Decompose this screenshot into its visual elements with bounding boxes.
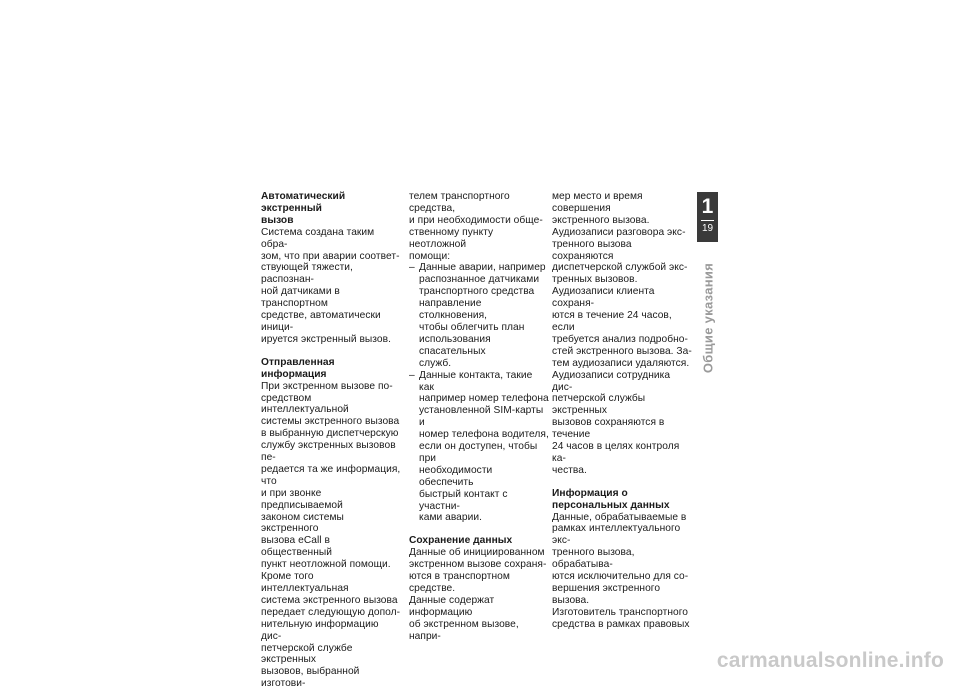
section-heading-data-storage	[409, 535, 549, 547]
text-line: например номер телефона	[419, 393, 549, 405]
text-line: тем аудиозаписи удаляются.	[552, 357, 690, 369]
text-line: нительную информацию дис-	[261, 618, 379, 642]
text-line: вызова eCall в общественный	[261, 535, 333, 559]
text-line: помощи:	[409, 250, 451, 262]
text-line: Данные содержат информацию	[409, 594, 495, 618]
text-line: ствующей тяжести, распознан-	[261, 262, 353, 286]
text-line: транспортного средства	[419, 286, 535, 298]
paragraph-data-storage	[409, 547, 549, 642]
text-line: установленной SIM-карты и	[419, 405, 544, 429]
list-dash: –	[409, 369, 415, 381]
text-line: номер телефона водителя,	[419, 429, 549, 441]
text-line: направление столкновения,	[419, 298, 488, 322]
text-line: законом системы экстренного	[261, 511, 344, 535]
text-line: вызовов, выбранной изготови-	[261, 666, 360, 690]
text-line: распознанное датчиками	[419, 274, 540, 286]
text-line: рамках интеллектуального экс-	[552, 523, 681, 547]
text-line: ками аварии.	[419, 512, 482, 524]
tab-divider	[701, 220, 714, 221]
text-line: служб.	[419, 357, 452, 369]
paragraph-continuation	[409, 191, 549, 262]
text-line: Кроме того интеллектуальная	[261, 571, 349, 594]
text-line: зом, что при аварии соответ-	[261, 250, 400, 262]
text-line: ной датчиками в транспортном	[261, 286, 340, 310]
text-line: система экстренного вызова	[261, 594, 398, 606]
list-item-accident-data	[409, 262, 549, 369]
text-line: диспетчерской службой экс-	[552, 262, 688, 274]
text-line: редается та же информация, что	[261, 463, 401, 487]
text-line: использования спасательных	[419, 333, 491, 357]
text-line: экстренного вызова.	[552, 214, 650, 226]
paragraph-audio-recordings	[552, 191, 692, 477]
watermark: carmanualsonline.info	[716, 649, 944, 672]
text-line: ственному пункту неотложной	[409, 226, 494, 250]
text-line: и при звонке предписываемой	[261, 487, 343, 511]
paragraph-sent-information	[261, 381, 401, 690]
text-line: средства в рамках правовых	[552, 618, 690, 630]
text-line: стей экстренного вызова. За-	[552, 345, 692, 357]
text-line: Система создана таким обра-	[261, 226, 375, 250]
text-line: При экстренном вызове по-	[261, 380, 393, 392]
text-line: ются в транспортном средстве.	[409, 571, 510, 594]
paragraph-system-description	[261, 227, 401, 346]
text-line: Аудиозаписи сотрудника дис-	[552, 369, 671, 393]
text-line: персональных данных	[552, 499, 670, 511]
text-line: Отправленная информация	[261, 356, 335, 380]
data-list	[409, 262, 549, 524]
text-line: службу экстренных вызовов пе-	[261, 440, 396, 464]
text-line: средством интеллектуальной	[261, 392, 349, 416]
text-line: тренных вызовов.	[552, 274, 638, 286]
chapter-number: 1	[701, 195, 714, 218]
text-line: в выбранную диспетчерскую	[261, 428, 399, 440]
text-line: и при необходимости обще-	[409, 214, 543, 226]
section-heading-personal-data	[552, 488, 692, 512]
text-line: передает следующую допол-	[261, 606, 401, 618]
text-line: тренного вызова сохраняются	[552, 238, 632, 262]
text-line: чтобы облегчить план	[419, 321, 525, 333]
text-line: ются в течение 24 часов, если	[552, 310, 672, 333]
paragraph-personal-data	[552, 512, 692, 631]
text-line: быстрый контакт с участни-	[419, 488, 508, 512]
text-column-2	[409, 191, 549, 643]
text-line: Изготовитель транспортного	[552, 606, 688, 618]
text-line: если он доступен, чтобы при	[419, 441, 538, 464]
text-line: Данные об инициированном	[409, 547, 545, 559]
list-dash: –	[409, 262, 415, 274]
text-line: Информация о	[552, 487, 628, 499]
text-column-3	[552, 191, 692, 631]
text-line: петчерской службы экстренных	[552, 393, 646, 417]
text-line: вызов	[261, 214, 294, 226]
text-line: ируется экстренный вызов.	[261, 333, 391, 345]
text-line: системы экстренного вызова	[261, 416, 400, 428]
text-column-1	[261, 191, 401, 690]
text-line: телем транспортного средства,	[409, 191, 510, 214]
list-item-text	[419, 370, 549, 525]
text-line: вершения экстренного вызова.	[552, 583, 661, 606]
text-line: Аудиозаписи разговора экс-	[552, 226, 686, 238]
text-line: чества.	[552, 464, 587, 476]
text-line: Данные аварии, например	[419, 262, 546, 274]
list-item-text	[419, 262, 549, 369]
text-line: ются исключительно для со-	[552, 571, 689, 583]
text-line: пункт неотложной помощи.	[261, 559, 391, 571]
text-line: средстве, автоматически иници-	[261, 310, 381, 333]
chapter-tab	[697, 192, 718, 242]
text-line: необходимости обеспечить	[419, 464, 493, 488]
page-number: 19	[701, 223, 714, 234]
text-line: Данные контакта, такие как	[419, 369, 533, 393]
text-line: об экстренном вызове, напри-	[409, 618, 519, 642]
list-item-contact-data	[409, 370, 549, 525]
chapter-side-title: Общие указания	[700, 262, 716, 374]
text-line: Автоматический экстренный	[261, 191, 346, 214]
text-line: экстренном вызове сохраня-	[409, 559, 547, 571]
text-line: мер место и время совершения	[552, 191, 643, 214]
text-line: 24 часов в целях контроля ка-	[552, 441, 680, 464]
text-line: требуется анализ подробно-	[552, 333, 688, 345]
section-heading-sent-information	[261, 357, 401, 381]
text-line: тренного вызова, обрабатыва-	[552, 547, 635, 571]
section-heading-emergency-call	[261, 191, 401, 227]
text-line: Данные, обрабатываемые в	[552, 511, 687, 523]
text-line: вызовов сохраняются в течение	[552, 417, 665, 441]
text-line: Сохранение данных	[409, 535, 513, 547]
text-line: Аудиозаписи клиента сохраня-	[552, 286, 655, 310]
text-line: петчерской службе экстренных	[261, 642, 353, 666]
